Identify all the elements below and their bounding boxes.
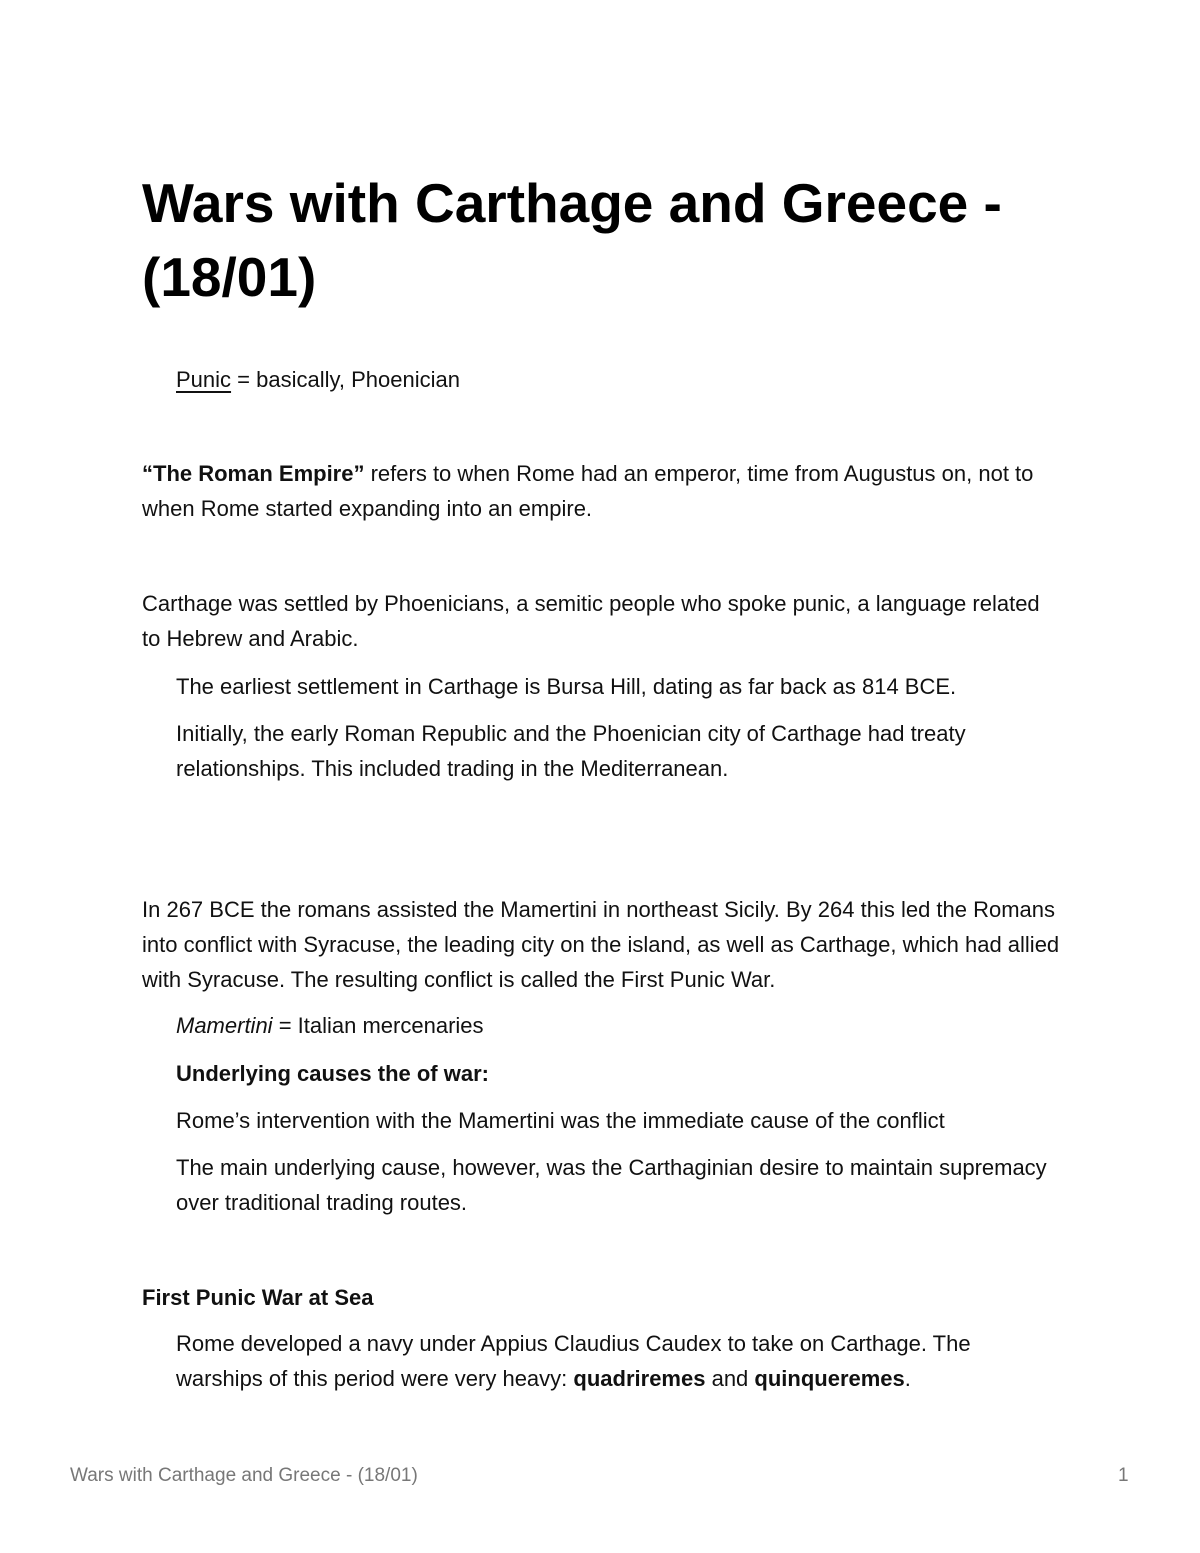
navy-text: Rome developed a navy under Appius Claudius Caudex to take on Carthage. The warships of this period were very heavy:	[176, 1331, 971, 1391]
quadriremes-term: quadriremes	[573, 1366, 706, 1391]
sea-heading: First Punic War at Sea	[142, 1285, 374, 1310]
footer-title: Wars with Carthage and Greece - (18/01)	[70, 1465, 418, 1486]
quinqueremes-term: quinqueremes	[754, 1366, 905, 1391]
first-punic-war-intro: In 267 BCE the romans assisted the Mamertini in northeast Sicily. By 264 this led the Romans into conflict with Syracuse, the leading city on the island, as well as Carthage, which had allied with Syracuse. The resulting conflict is called the First Punic War.	[142, 897, 1060, 992]
causes-heading: Underlying causes the of war:	[176, 1061, 489, 1086]
treaty-paragraph: Initially, the early Roman Republic and the Phoenician city of Carthage had treaty relationships. This included trading in the Mediterranean.	[176, 721, 966, 781]
page-title: Wars with Carthage and Greece - (18/01)	[142, 172, 1002, 308]
earliest-settlement-paragraph: The earliest settlement in Carthage is Bursa Hill, dating as far back as 814 BCE.	[176, 674, 957, 699]
navy-end: .	[904, 1366, 911, 1391]
mamertini-definition	[176, 1008, 1056, 1043]
navy-and: and	[705, 1366, 755, 1391]
mamertini-definition-text: = Italian mercenaries	[272, 1013, 484, 1038]
roman-empire-term: “The Roman Empire”	[142, 461, 365, 486]
underlying-cause-paragraph: The main underlying cause, however, was the Carthaginian desire to maintain supremacy over traditional trading routes.	[176, 1155, 1047, 1215]
punic-definition-text: = basically, Phoenician	[231, 367, 460, 392]
mamertini-term: Mamertini	[176, 1013, 273, 1038]
carthage-settled-paragraph: Carthage was settled by Phoenicians, a semitic people who spoke punic, a language related to Hebrew and Arabic.	[142, 591, 1040, 651]
roman-empire-text: refers to when Rome had an emperor, time from Augustus on, not to when Rome started expanding into an empire.	[142, 461, 1034, 521]
roman-empire-paragraph	[142, 456, 1062, 526]
navy-paragraph	[176, 1326, 1056, 1396]
punic-definition	[176, 362, 1056, 397]
footer-page-number: 1	[1118, 1465, 1129, 1486]
punic-term: Punic	[176, 367, 232, 392]
immediate-cause-paragraph: Rome’s intervention with the Mamertini was the immediate cause of the conflict	[176, 1108, 945, 1133]
